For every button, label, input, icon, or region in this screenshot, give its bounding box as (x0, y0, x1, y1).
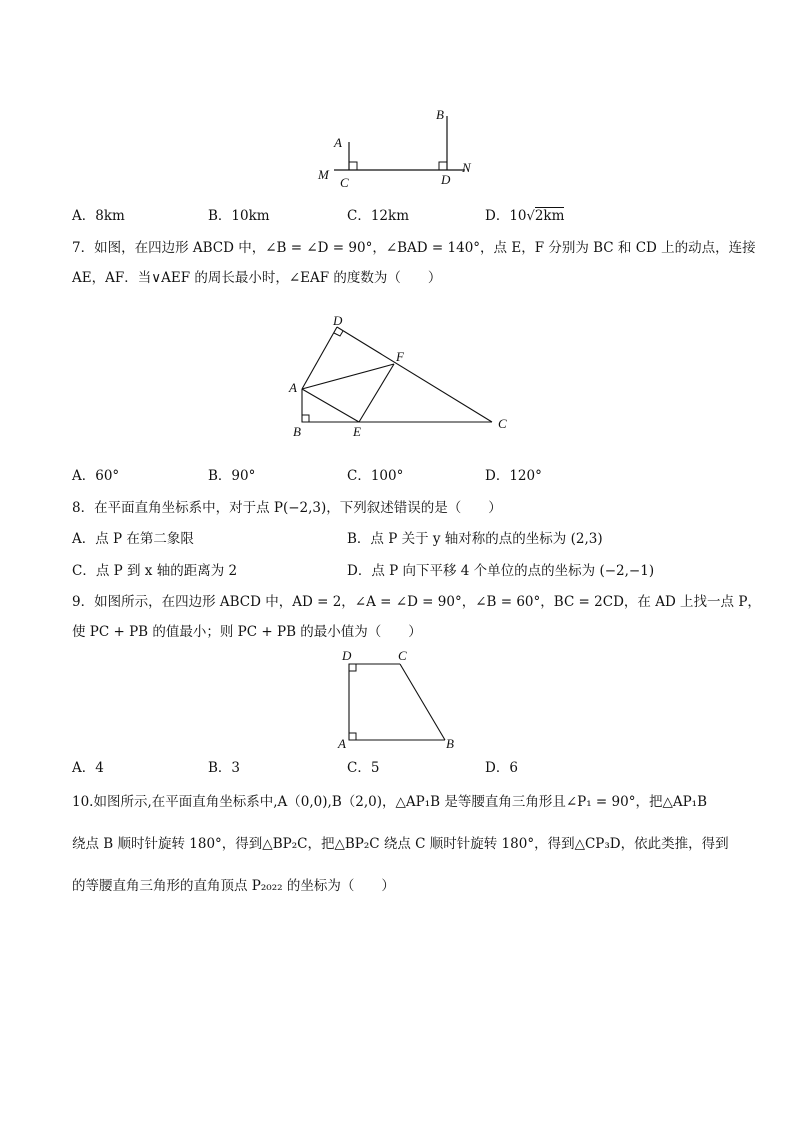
q6-option-a[interactable] (72, 206, 125, 226)
option-text: 10km (231, 208, 270, 224)
q10-line-2: 绕点 B 顺时针旋转 180°，得到△BP₂C，把△BP₂C 绕点 C 顺时针旋转 180°，得到△CP₃D，依此类推，得到 (72, 836, 729, 852)
option-letter: B． (208, 760, 232, 776)
q8-option-b[interactable] (347, 529, 603, 549)
q9-label-a: A (338, 736, 346, 751)
q9-line-2: 使 PC + PB 的值最小；则 PC + PB 的最小值为（ ） (72, 624, 422, 640)
option-letter: D． (485, 468, 510, 484)
q7-label-c: C (498, 416, 507, 431)
q10-line-1: 10.如图所示,在平面直角坐标系中,A（0,0),B（2,0)，△AP₁B 是等腰直角三角形且∠P₁ = 90°，把△AP₁B (72, 794, 708, 810)
option-letter: D． (485, 208, 510, 224)
option-text: 60° (95, 468, 120, 484)
q7-label-d: D (333, 313, 343, 328)
option-text: 点 P 在第二象限 (95, 531, 194, 547)
option-text: 点 P 关于 y 轴对称的点的坐标为 (2,3) (370, 531, 603, 547)
q8-option-c[interactable] (72, 561, 237, 581)
q9-label-b: B (446, 736, 454, 751)
q9-option-c[interactable] (347, 758, 379, 778)
option-text: 12km (370, 208, 410, 224)
option-letter: B． (208, 468, 232, 484)
q7-label-e: E (353, 424, 361, 439)
q9-option-a[interactable] (72, 758, 104, 778)
q6-option-d[interactable] (485, 206, 564, 227)
q6-figure (300, 100, 500, 195)
q7-line-1: 7．如图，在四边形 ABCD 中，∠B = ∠D = 90°，∠BAD = 140°，点 E，F 分别为 BC 和 CD 上的动点，连接 (72, 240, 756, 256)
option-letter: C． (347, 468, 371, 484)
q7-label-a: A (289, 380, 297, 395)
option-letter: C． (347, 208, 371, 224)
option-letter: B． (347, 531, 371, 547)
q9-label-c: C (398, 648, 407, 663)
q7-figure (282, 305, 522, 445)
option-letter: C． (347, 760, 371, 776)
q8-option-d[interactable] (347, 561, 654, 581)
option-letter: D． (485, 760, 510, 776)
q7-option-d[interactable] (485, 466, 542, 486)
q9-option-d[interactable] (485, 758, 518, 778)
option-letter: D． (347, 563, 372, 579)
q6-option-b[interactable] (208, 206, 270, 226)
option-letter: A． (72, 531, 96, 547)
q7-option-b[interactable] (208, 466, 255, 486)
option-text: 6 (509, 760, 518, 776)
option-text-tail: 2km (534, 208, 565, 224)
q10-line-3: 的等腰直角三角形的直角顶点 P₂₀₂₂ 的坐标为（ ） (72, 878, 395, 894)
option-text: 10 (509, 208, 527, 224)
option-text: 点 P 向下平移 4 个单位的点的坐标为 (−2,−1) (371, 563, 655, 579)
sqrt-icon: √ (526, 209, 535, 224)
option-text: 8km (95, 208, 125, 224)
option-letter: A． (72, 760, 96, 776)
q6-option-c[interactable] (347, 206, 409, 226)
q6-label-a: A (334, 135, 342, 150)
q8-stem: 8．在平面直角坐标系中，对于点 P(−2,3)，下列叙述错误的是（ ） (72, 500, 502, 516)
q7-label-b: B (293, 424, 301, 439)
option-text: 3 (231, 760, 241, 776)
q9-line-1: 9．如图所示，在四边形 ABCD 中，AD = 2，∠A = ∠D = 90°，∠B = 60°，BC = 2CD，在 AD 上找一点 P， (72, 594, 761, 610)
q7-option-a[interactable] (72, 466, 119, 486)
option-text: 90° (231, 468, 256, 484)
q7-option-c[interactable] (347, 466, 403, 486)
option-letter: A． (72, 208, 96, 224)
q7-label-f: F (396, 349, 404, 364)
option-text: 120° (509, 468, 542, 484)
q6-label-b: B (436, 107, 444, 122)
q8-option-a[interactable] (72, 529, 194, 549)
q6-label-c: C (340, 175, 349, 190)
q6-label-n: N (462, 160, 471, 175)
option-letter: B． (208, 208, 232, 224)
q6-label-m: M (318, 167, 329, 182)
q9-figure (330, 645, 470, 755)
q9-option-b[interactable] (208, 758, 240, 778)
q9-label-d: D (342, 648, 352, 663)
option-text: 点 P 到 x 轴的距离为 2 (95, 563, 238, 579)
option-text: 5 (370, 760, 380, 776)
option-text: 100° (370, 468, 404, 484)
q6-label-d: D (441, 172, 451, 187)
option-text: 4 (95, 760, 104, 776)
option-letter: A． (72, 468, 96, 484)
q7-line-2: AE，AF．当∨AEF 的周长最小时，∠EAF 的度数为（ ） (72, 270, 442, 286)
option-letter: C． (72, 563, 96, 579)
